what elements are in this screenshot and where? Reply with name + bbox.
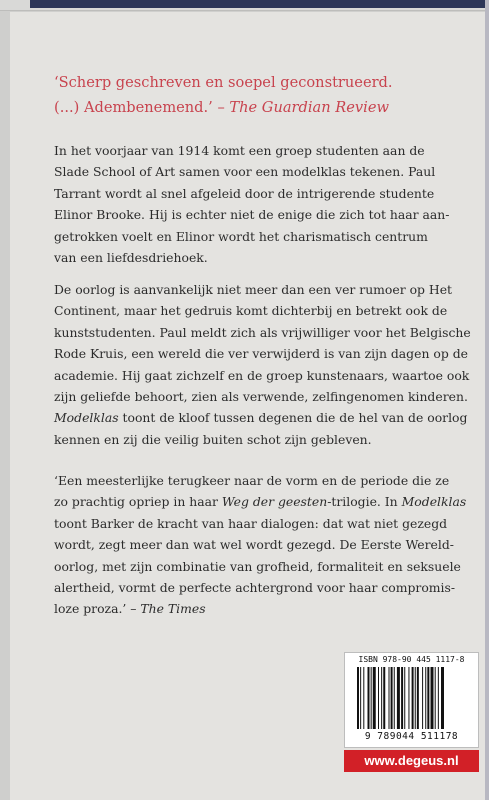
text-line: zijn geliefde behoort, zien als verwende, zelfingenomen kinderen. <box>54 389 468 405</box>
text-span: toont de kloof tussen degenen die de hel van de oorlog <box>118 410 468 426</box>
quote-line-1: ‘Scherp geschreven en soepel geconstrueerd. <box>54 74 393 91</box>
spine-band <box>30 0 489 8</box>
text-span: zo prachtig opriep in haar <box>54 494 222 510</box>
barcode-icon <box>357 667 469 729</box>
text-line: van een liefdesdriehoek. <box>54 250 208 266</box>
text-line <box>54 407 474 428</box>
text-span: loze proza.’ – <box>54 601 141 617</box>
quote-source: The Guardian Review <box>229 99 389 116</box>
text-line <box>54 598 474 619</box>
text-line: Rode Kruis, een wereld die ver verwijderd is van zijn dagen op de <box>54 346 468 362</box>
text-line: getrokken voelt en Elinor wordt het charismatisch centrum <box>54 228 428 244</box>
synopsis-paragraph-1 <box>54 140 474 268</box>
review-quote <box>54 70 474 120</box>
text-line: toont Barker de kracht van haar dialogen: dat wat niet gezegd <box>54 515 448 531</box>
text-span: -trilogie. In <box>327 494 402 510</box>
cover-edge <box>485 0 489 800</box>
synopsis-paragraph-2 <box>54 279 474 450</box>
quote-source: The Times <box>140 601 206 617</box>
publisher-url: www.degeus.nl <box>344 750 479 772</box>
quote-text: (...) Adembenemend.’ – <box>54 99 230 116</box>
text-line: wordt, zegt meer dan wat wel wordt gezegd. De Eerste Wereld- <box>54 537 454 553</box>
times-quote-paragraph <box>54 470 474 620</box>
text-line: Slade School of Art samen voor een modelklas tekenen. Paul <box>54 164 436 180</box>
text-line: Elinor Brooke. Hij is echter niet de enige die zich tot haar aan- <box>54 207 450 223</box>
text-line: ‘Een meesterlijke terugkeer naar de vorm en de periode die ze <box>54 473 450 488</box>
book-top-edge <box>0 0 489 11</box>
text-line: Continent, maar het gedruis komt dichterbij en betrekt ook de <box>54 303 448 319</box>
text-line: Tarrant wordt al snel afgeleid door de intrigerende studente <box>54 185 435 201</box>
trilogy-title: Weg der geesten <box>221 494 328 510</box>
text-line: kunststudenten. Paul meldt zich als vrijwilliger voor het Belgische <box>54 324 471 340</box>
isbn-text: ISBN 978-90 445 1117-8 <box>358 655 465 664</box>
text-line: kennen en zij die veilig buiten schot zijn gebleven. <box>54 431 372 447</box>
text-line: In het voorjaar van 1914 komt een groep studenten aan de <box>54 143 425 158</box>
text-line: De oorlog is aanvankelijk niet meer dan een ver rumoer op Het <box>54 282 453 297</box>
book-title: Modelklas <box>401 494 467 510</box>
quote-line-2 <box>54 95 474 120</box>
barcode-label <box>344 652 479 748</box>
text-line: oorlog, met zijn combinatie van grofheid, formaliteit en seksuele <box>54 558 461 574</box>
text-line: alertheid, vormt de perfecte achtergrond voor haar compromis- <box>54 580 456 596</box>
book-title: Modelklas <box>54 410 119 426</box>
text-line <box>54 491 474 512</box>
text-line: academie. Hij gaat zichzelf en de groep kunstenaars, waartoe ook <box>54 367 470 383</box>
barcode-digits: 9 789044 511178 <box>364 731 459 742</box>
